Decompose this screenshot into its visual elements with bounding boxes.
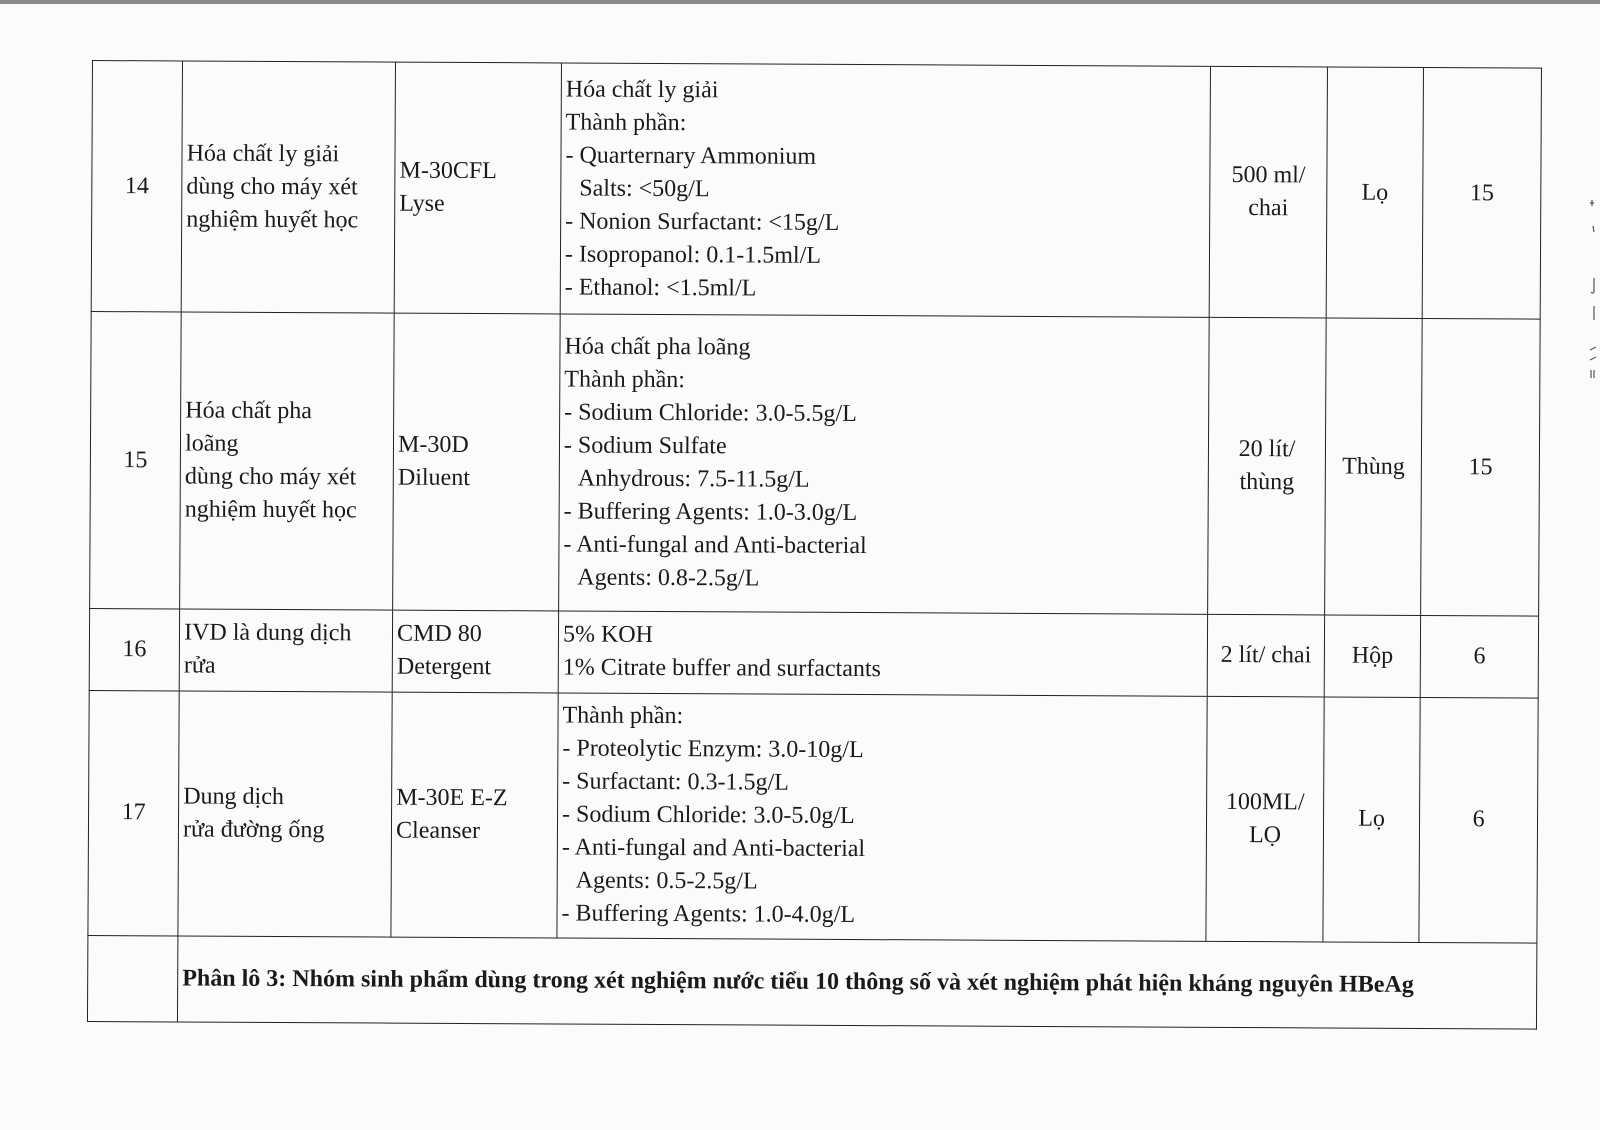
item-packaging-line: 500 ml/ <box>1231 162 1306 189</box>
item-description-line: - Nonion Surfactant: <15g/L <box>565 208 840 236</box>
item-description <box>557 693 1207 942</box>
item-name-line: rửa đường ống <box>183 816 325 844</box>
item-name-line: nghiệm huyết học <box>184 496 357 524</box>
item-number: 14 <box>91 61 182 313</box>
item-packaging <box>1208 318 1326 615</box>
item-code-line: M-30D <box>398 431 469 459</box>
item-name <box>179 609 392 692</box>
table-row-15 <box>90 312 1541 616</box>
item-name <box>180 312 395 610</box>
section-title: Phân lô 3: Nhóm sinh phẩm dùng trong xét nghiệm nước tiểu 10 thông số và xét nghiệm phát hiện kháng nguyên HBeAg <box>178 936 1537 1029</box>
table-row-14 <box>91 61 1541 320</box>
item-description-line: - Buffering Agents: 1.0-3.0g/L <box>563 498 858 527</box>
item-number: 15 <box>90 312 182 609</box>
item-packaging-line: LỌ <box>1248 821 1282 849</box>
item-code-line: M-30CFL <box>399 157 497 185</box>
item-description-line: - Quarternary Ammonium <box>565 142 817 170</box>
item-packaging-line: 20 lít/ <box>1238 436 1296 463</box>
item-description-line: - Buffering Agents: 1.0-4.0g/L <box>561 900 856 929</box>
item-name-line: Hóa chất ly giải <box>186 140 340 168</box>
item-name-line: Dung dịch <box>183 783 284 810</box>
item-code-line: Detergent <box>396 653 492 681</box>
item-packaging-line: chai <box>1248 195 1289 222</box>
scan-margin-marks <box>1586 200 1598 400</box>
supply-table <box>87 60 1542 1030</box>
item-description-line: - Surfactant: 0.3-1.5g/L <box>562 768 789 797</box>
item-description-line: - Sodium Sulfate <box>563 432 727 460</box>
item-description-line: 5% KOH <box>562 621 654 649</box>
item-unit: Hộp <box>1324 615 1421 697</box>
supply-table-body <box>87 61 1541 1030</box>
item-quantity: 6 <box>1420 615 1538 697</box>
item-code-line: Diluent <box>397 464 470 492</box>
item-description-line: Hóa chất pha loãng <box>564 333 751 361</box>
item-description <box>558 611 1208 696</box>
item-description-line: - Anti-fungal and Anti-bacterial <box>563 531 867 560</box>
item-unit: Thùng <box>1325 318 1423 615</box>
item-description-line: Agents: 0.8-2.5g/L <box>577 564 760 592</box>
item-code-line: M-30E E-Z <box>396 784 508 812</box>
item-description-line: Agents: 0.5-2.5g/L <box>575 867 758 895</box>
item-quantity: 15 <box>1421 319 1540 616</box>
section-row <box>87 936 1536 1029</box>
item-packaging <box>1207 614 1324 696</box>
item-description-line: - Ethanol: <1.5ml/L <box>564 274 757 302</box>
item-name-line: nghiệm huyết học <box>186 206 359 234</box>
item-description-line: Salts: <50g/L <box>579 175 710 202</box>
item-number: 16 <box>89 608 180 690</box>
item-quantity: 6 <box>1419 697 1538 943</box>
item-name-line: dùng cho máy xét <box>186 173 358 201</box>
item-description-line: Thành phần: <box>565 109 687 136</box>
item-name <box>178 691 392 937</box>
item-packaging <box>1209 66 1327 318</box>
item-description-line: Anhydrous: 7.5-11.5g/L <box>577 465 810 493</box>
item-packaging-line: thùng <box>1239 469 1295 496</box>
item-code <box>392 610 558 693</box>
item-description-line: 1% Citrate buffer and surfactants <box>562 654 881 683</box>
item-packaging <box>1206 696 1324 942</box>
item-description-line: - Anti-fungal and Anti-bacterial <box>561 834 866 863</box>
item-description-line: Hóa chất ly giải <box>565 76 719 104</box>
item-name-line: rửa <box>183 652 216 679</box>
item-code <box>391 692 558 938</box>
item-description-line: - Sodium Chloride: 3.0-5.5g/L <box>564 399 857 428</box>
item-number: 17 <box>88 690 179 936</box>
item-code <box>394 62 561 314</box>
item-name-line: Hóa chất pha <box>185 397 312 425</box>
item-code-line: Cleanser <box>395 817 481 844</box>
item-name-line: loãng <box>185 430 239 457</box>
item-description-line: - Sodium Chloride: 3.0-5.0g/L <box>561 801 855 830</box>
item-packaging-line: 100ML/ <box>1225 788 1305 816</box>
item-name-line: IVD là dung dịch <box>184 619 352 647</box>
item-description-line: Thành phần: <box>562 702 684 730</box>
item-unit: Lọ <box>1323 697 1421 943</box>
scan-top-edge <box>0 0 1600 4</box>
section-number-cell <box>87 936 178 1022</box>
item-description-line: - Isopropanol: 0.1-1.5ml/L <box>564 241 822 269</box>
item-description-line: - Proteolytic Enzym: 3.0-10g/L <box>562 735 864 764</box>
item-code-line: Lyse <box>399 190 445 218</box>
table-row-16 <box>89 608 1538 697</box>
item-description <box>560 63 1211 318</box>
item-description <box>559 314 1210 614</box>
item-name <box>181 61 395 314</box>
item-unit: Lọ <box>1326 67 1424 319</box>
table-row-17 <box>88 690 1538 943</box>
item-quantity: 15 <box>1422 67 1541 319</box>
item-name-line: dùng cho máy xét <box>184 463 357 491</box>
item-code <box>393 314 560 611</box>
item-packaging-line: 2 lít/ chai <box>1220 641 1312 669</box>
item-description-line: Thành phần: <box>564 366 686 394</box>
item-code-line: CMD 80 <box>397 620 482 648</box>
